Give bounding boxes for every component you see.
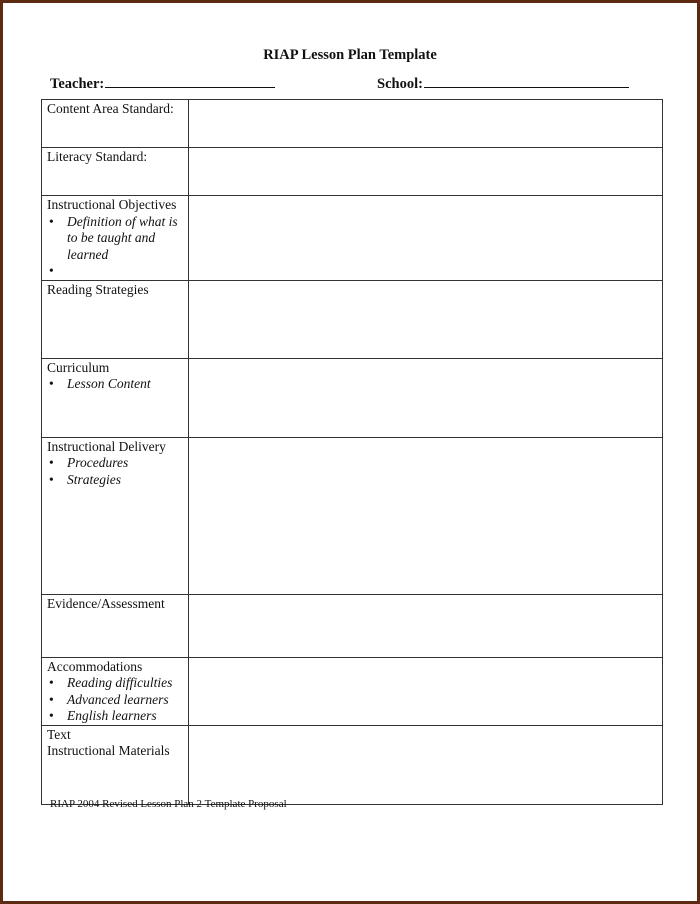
row-entry-cell[interactable] <box>189 148 663 196</box>
row-label: Content Area Standard: <box>47 101 174 116</box>
row-entry-cell[interactable] <box>189 358 663 437</box>
row-label-cell <box>42 437 189 594</box>
row-label: Literacy Standard: <box>47 149 148 164</box>
bullet-list <box>47 376 183 393</box>
document-page <box>6 6 694 898</box>
bullet-list <box>47 214 183 280</box>
row-label: Evidence/Assessment <box>47 595 165 611</box>
bullet-item: • Definition of what is to be taught and learned <box>47 214 183 264</box>
school-blank-line[interactable] <box>424 73 629 88</box>
bullet-item: • Advanced learners <box>47 692 183 709</box>
row-label-cell <box>42 148 189 196</box>
table-row <box>42 280 663 358</box>
table-row <box>42 100 663 148</box>
teacher-blank-line[interactable] <box>105 73 275 88</box>
bullet-item: • English learners <box>47 708 183 725</box>
row-label-secondary: Instructional Materials <box>47 743 170 758</box>
row-entry-cell[interactable] <box>189 100 663 148</box>
row-label: Instructional Objectives <box>47 197 177 212</box>
row-label: Instructional Delivery <box>47 438 166 454</box>
table-row <box>42 358 663 437</box>
row-label-cell <box>42 725 189 804</box>
table-row <box>42 148 663 196</box>
teacher-field[interactable] <box>50 73 275 93</box>
document-footer: RIAP 2004 Revised Lesson Plan 2 Template Proposal <box>50 798 287 810</box>
table-row <box>42 594 663 657</box>
lesson-plan-table <box>41 99 663 805</box>
teacher-label: Teacher: <box>50 76 105 92</box>
bullet-list <box>47 675 183 725</box>
bullet-item-empty <box>47 263 183 280</box>
row-entry-cell[interactable] <box>189 437 663 594</box>
row-label: Text <box>47 726 71 742</box>
row-label-cell <box>42 358 189 437</box>
row-label-cell <box>42 657 189 725</box>
row-entry-cell[interactable] <box>189 594 663 657</box>
table-row <box>42 196 663 281</box>
row-entry-cell[interactable] <box>189 280 663 358</box>
bullet-item: • Lesson Content <box>47 376 183 393</box>
bullet-item: • Reading difficulties <box>47 675 183 692</box>
row-label: Reading Strategies <box>47 281 149 297</box>
row-label-cell <box>42 594 189 657</box>
row-entry-cell[interactable] <box>189 657 663 725</box>
row-label: Accommodations <box>47 658 143 674</box>
bullet-item: • Strategies <box>47 472 183 489</box>
row-label: Curriculum <box>47 359 110 375</box>
school-label: School: <box>377 76 423 92</box>
row-label-cell <box>42 196 189 281</box>
document-title: RIAP Lesson Plan Template <box>263 47 437 63</box>
bullet-list <box>47 455 183 488</box>
bullet-item: • Procedures <box>47 455 183 472</box>
table-row <box>42 657 663 725</box>
school-field[interactable] <box>377 73 629 93</box>
table-row <box>42 725 663 804</box>
row-entry-cell[interactable] <box>189 196 663 281</box>
table-row <box>42 437 663 594</box>
row-label-cell <box>42 280 189 358</box>
row-entry-cell[interactable] <box>189 725 663 804</box>
row-label-cell <box>42 100 189 148</box>
